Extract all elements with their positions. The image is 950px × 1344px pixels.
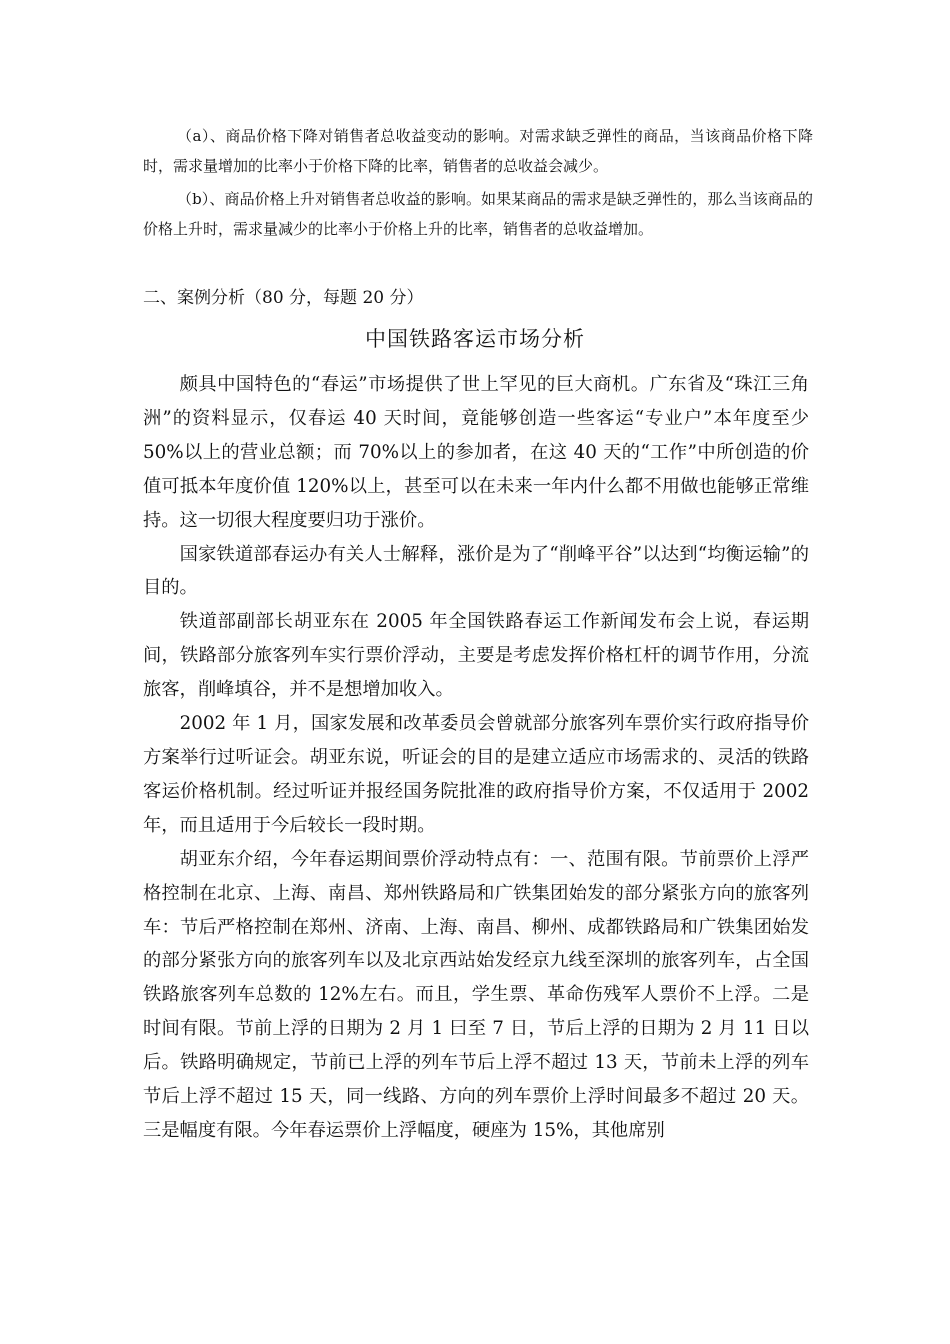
paragraph-b: （b）、商品价格上升对销售者总收益的影响。如果某商品的需求是缺乏弹性的，那么当该商品的价格上升时，需求量减少的比率小于价格上升的比率，销售者的总收益增加。 (143, 190, 813, 238)
body-paragraph: 胡亚东介绍，今年春运期间票价浮动特点有：一、范围有限。节前票价上浮严格控制在北京、上海、南昌、郑州铁路局和广铁集团始发的部分紧张方向的旅客列车：节后严格控制在郑州、济南、上海、南昌、柳州、成都铁路局和广铁集团始发的部分紧张方向的旅客列车以及北京西站始发经京九线至深圳的旅客列车，占全国铁路旅客列车总数的 12%左右。而且，学生票、革命伤残军人票价不上浮。二是时间有限。节前上浮的日期为 2 月 1 曰至 7 日，节后上浮的日期为 2 月 11 日以后。铁路明确规定，节前已上浮的列车节后上浮不超过 13 天，节前未上浮的列车节后上浮不超过 15 天，同一线路、方向的列车票价上浮时间最多不超过 20 天。三是幅度有限。今年春运票价上浮幅度，硬座为 15%，其他席别 (143, 848, 809, 1141)
article-body (143, 368, 809, 1148)
paragraph-a: （a）、商品价格下降对销售者总收益变动的影响。对需求缺乏弹性的商品，当该商品价格下降时，需求量增加的比率小于价格下降的比率，销售者的总收益会减少。 (143, 127, 813, 175)
body-paragraph: 2002 年 1 月，国家发展和改革委员会曾就部分旅客列车票价实行政府指导价方案举行过听证会。胡亚东说，听证会的目的是建立适应市场需求的、灵活的铁路客运价格机制。经过听证并报经国务院批准的政府指导价方案，不仅适用于 2002 年，而且适用于今后较长一段时期。 (143, 713, 809, 836)
body-paragraph: 铁道部副部长胡亚东在 2005 年全国铁路春运工作新闻发布会上说，春运期间，铁路部分旅客列车实行票价浮动，主要是考虑发挥价格杠杆的调节作用，分流旅客，削峰填谷，并不是想增加收入。 (143, 611, 809, 701)
body-paragraph: 国家铁道部春运办有关人士解释，涨价是为了“削峰平谷”以达到“均衡运输”的目的。 (143, 543, 809, 599)
body-paragraph: 颇具中国特色的“春运”市场提供了世上罕见的巨大商机。广东省及“珠江三角洲”的资料显示，仅春运 40 天时间，竟能够创造一些客运“专业户”本年度至少 50%以上的营业总额；而 70%以上的参加者，在这 40 天的“工作”中所创造的价值可抵本年度价值 120%以上，甚至可以在未来一年内什么都不用做也能够正常维持。这一切很大程度要归功于涨价。 (143, 374, 809, 531)
article-title: 中国铁路客运市场分析 (365, 327, 585, 351)
section-heading: 二、案例分析（80 分，每题 20 分） (143, 288, 424, 308)
